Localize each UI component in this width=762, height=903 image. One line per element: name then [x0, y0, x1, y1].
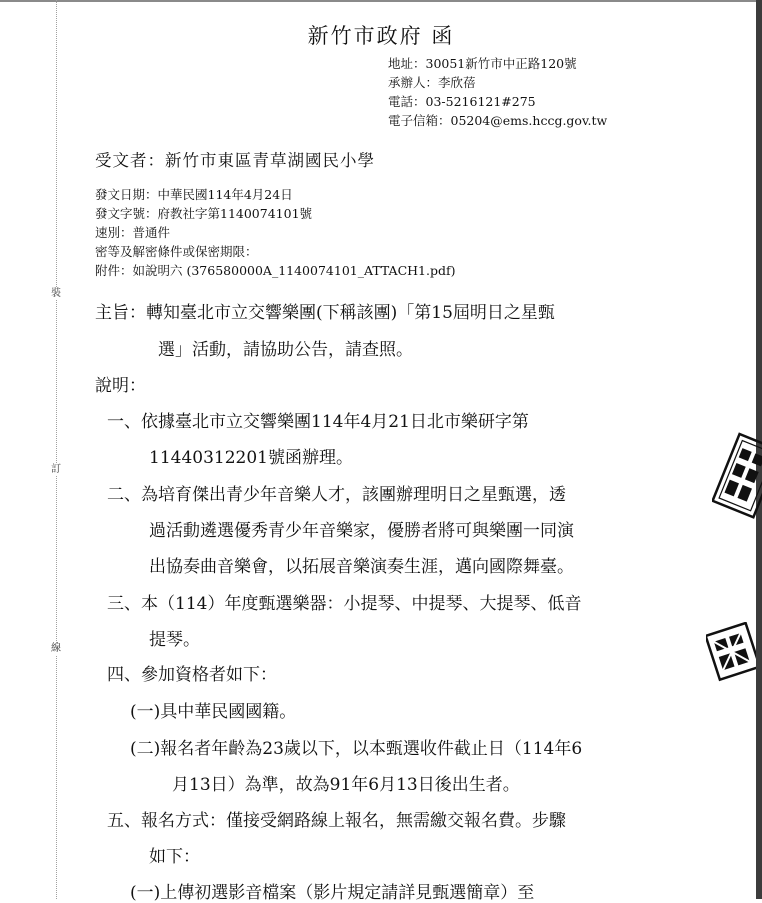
subject-line-1: 主旨：轉知臺北市立交響樂團(下稱該團)「第15屆明日之星甄: [95, 303, 555, 323]
item-four-line-1: 四、參加資格者如下：: [107, 665, 277, 685]
item-three-line-1: 三、本（114）年度甄選樂器：小提琴、中提琴、大提琴、低音: [107, 594, 582, 614]
item-five-sub-a: (一)上傳初選影音檔案（影片規定請詳見甄選簡章）至: [130, 883, 535, 903]
contact-email: 電子信箱：05204@ems.hccg.gov.tw: [388, 113, 608, 128]
receiver: 受文者：新竹市東區青草湖國民小學: [95, 151, 375, 170]
binding-dotted-line: [56, 0, 57, 899]
item-one-line-1: 一、依據臺北市立交響樂團114年4月21日北市樂研字第: [107, 412, 529, 432]
item-four-sub-b-line-2: 月13日）為準，故為91年6月13日後出生者。: [172, 775, 520, 795]
official-seal-stamp: [712, 432, 762, 520]
item-five-line-1: 五、報名方式：僅接受網路線上報名，無需繳交報名費。步驟: [107, 811, 566, 831]
official-seal-stamp-small: [706, 622, 756, 682]
contact-handler: 承辦人：李欣蓓: [388, 75, 476, 90]
item-two-line-2: 過活動遴選優秀青少年音樂家，優勝者將可與樂團一同演: [149, 521, 574, 541]
issue-number: 發文字號：府教社字第1140074101號: [95, 206, 313, 221]
item-three-line-2: 提琴。: [149, 630, 200, 650]
item-four-sub-a: (一)具中華民國國籍。: [130, 702, 297, 722]
delivery-speed: 速別：普通件: [95, 225, 171, 240]
explanation-label: 說明：: [95, 376, 146, 396]
document-title: 新竹市政府 函: [307, 24, 455, 48]
subject-line-2: 選」活動，請協助公告，請查照。: [158, 340, 413, 360]
item-five-line-2: 如下：: [149, 847, 200, 867]
contact-address: 地址：30051新竹市中正路120號: [388, 56, 577, 71]
item-two-line-3: 出協奏曲音樂會，以拓展音樂演奏生涯，邁向國際舞臺。: [149, 557, 574, 577]
staple-mark: 訂: [51, 464, 61, 475]
binding-mark: 裝: [51, 288, 61, 299]
attachment: 附件：如說明六 (376580000A_1140074101_ATTACH1.pdf): [95, 263, 456, 278]
item-four-sub-b-line-1: (二)報名者年齡為23歲以下，以本甄選收件截止日（114年6: [130, 739, 583, 759]
page-top-border: [0, 0, 762, 2]
issue-date: 發文日期：中華民國114年4月24日: [95, 187, 293, 202]
item-two-line-1: 二、為培育傑出青少年音樂人才，該團辦理明日之星甄選，透: [107, 485, 566, 505]
confidentiality: 密等及解密條件或保密期限：: [95, 244, 258, 259]
line-mark: 線: [51, 643, 61, 654]
contact-phone: 電話：03-5216121#275: [388, 94, 536, 109]
item-one-line-2: 11440312201號函辦理。: [149, 448, 353, 468]
